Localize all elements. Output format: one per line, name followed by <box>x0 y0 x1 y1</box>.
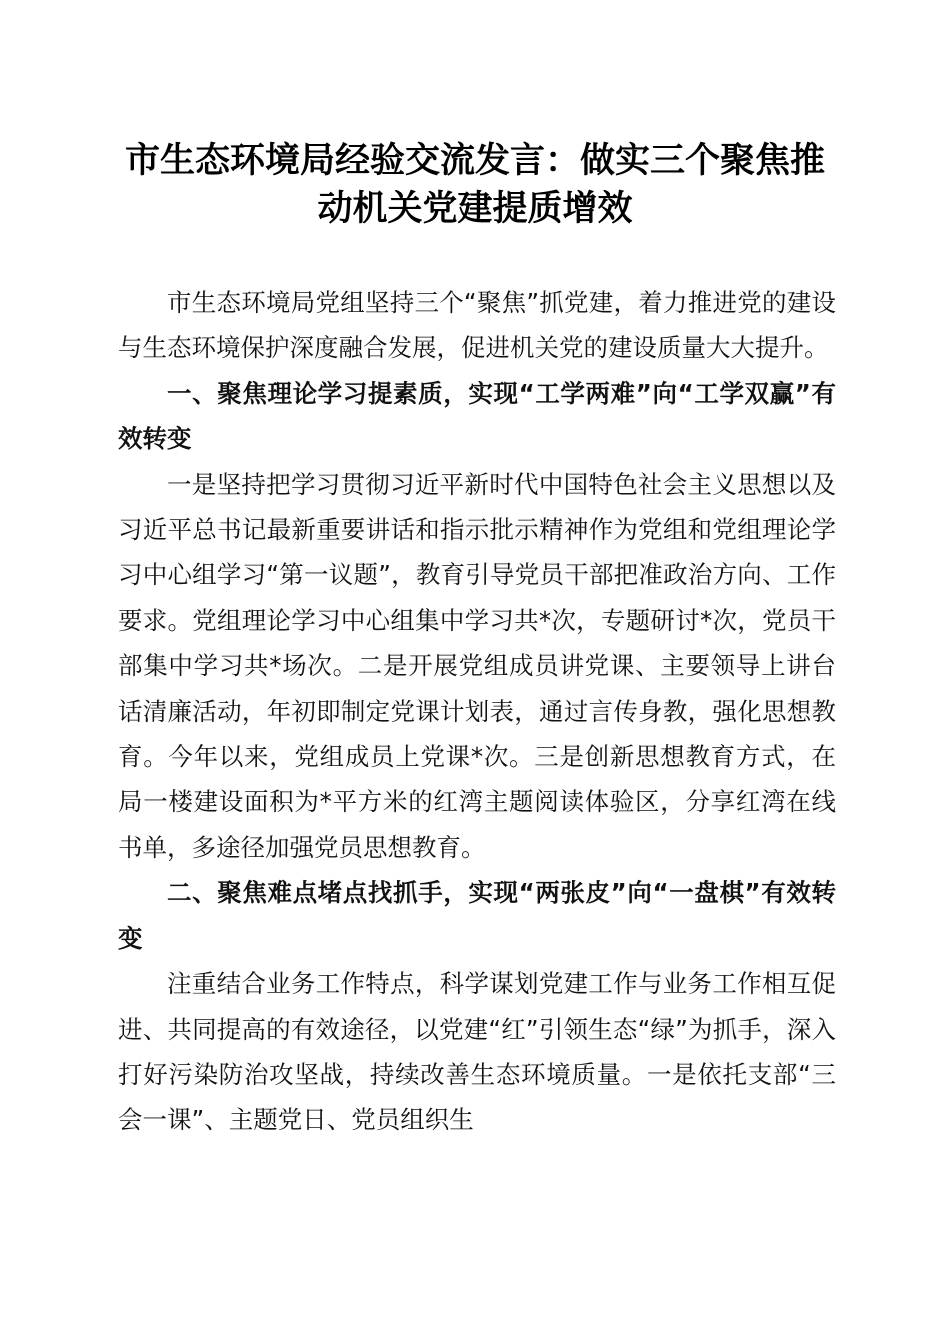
section-1-body: 一是坚持把学习贯彻习近平新时代中国特色社会主义思想以及习近平总书记最新重要讲话和指示批示精神作为党组和党组理论学习中心组学习“第一议题”，教育引导党员干部把准政治方向、工作要求。党组理论学习中心组集中学习共*次，专题研讨*次，党员干部集中学习共*场次。二是开展党组成员讲党课、主要领导上讲台话清廉活动，年初即制定党课计划表，通过言传身教，强化思想教育。今年以来，党组成员上党课*次。三是创新思想教育方式，在局一楼建设面积为*平方米的红湾主题阅读体验区，分享红湾在线书单，多途径加强党员思想教育。 <box>118 469 836 862</box>
section-2-heading: 二、聚焦难点堵点找抓手，实现“两张皮”向“一盘棋”有效转变 <box>118 878 836 953</box>
document-body <box>118 280 836 1143</box>
section-1-heading: 一、聚焦理论学习提素质，实现“工学两难”向“工学双赢”有效转变 <box>118 378 836 454</box>
title-line-2: 动机关党建提质增效 <box>317 188 633 229</box>
intro-paragraph: 市生态环境局党组坚持三个“聚焦”抓党建，着力推进党的建设与生态环境保护深度融合发展，促进机关党的建设质量大大提升。 <box>118 288 836 363</box>
section-2-body: 注重结合业务工作特点，科学谋划党建工作与业务工作相互促进、共同提高的有效途径，以党建“红”引领生态“绿”为抓手，深入打好污染防治攻坚战，持续改善生态环境质量。一是依托支部“三会一课”、主题党日、党员组织生 <box>118 969 836 1135</box>
title-line-1: 市生态环境局经验交流发言：做实三个聚焦推 <box>124 140 825 181</box>
document-title <box>110 137 840 233</box>
